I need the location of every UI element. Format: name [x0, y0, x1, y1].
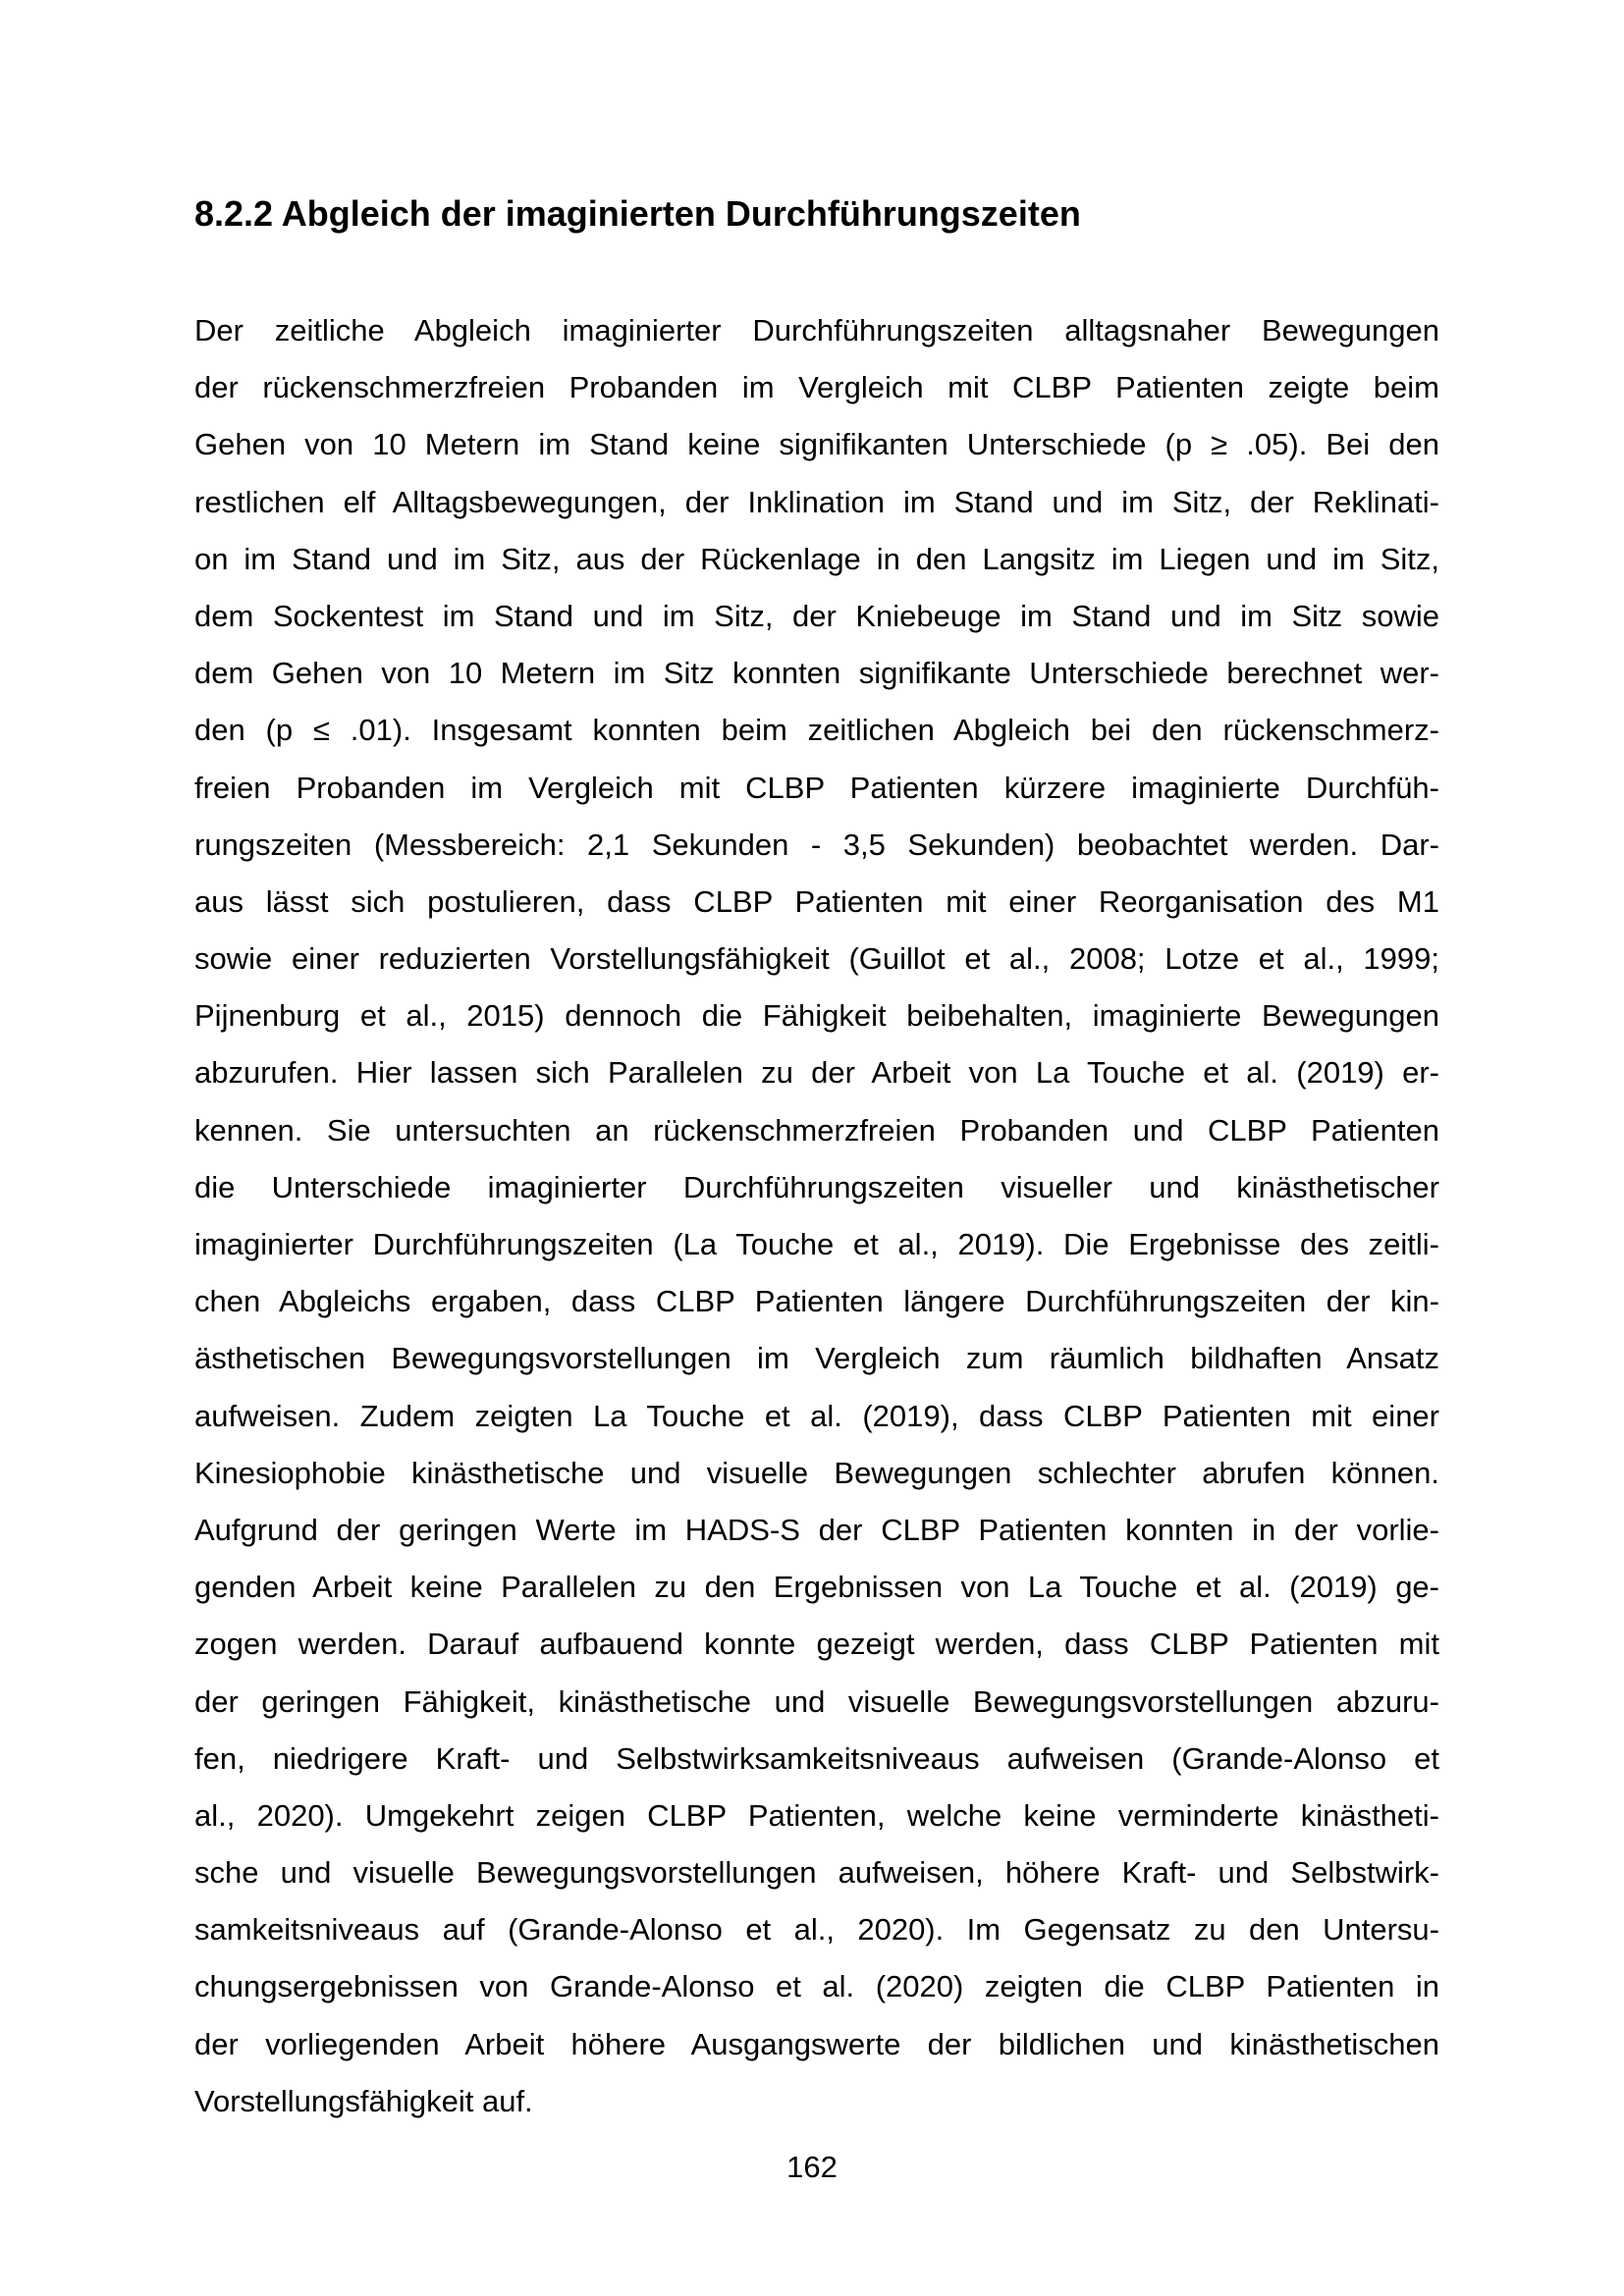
paragraph-line: al., 2020). Umgekehrt zeigen CLBP Patienten, welche keine verminderte kinästheti-: [194, 1797, 1439, 1833]
paragraph-line: freien Probanden im Vergleich mit CLBP Patienten kürzere imaginierte Durchfüh-: [194, 770, 1439, 805]
paragraph-line: der rückenschmerzfreien Probanden im Vergleich mit CLBP Patienten zeigte beim: [194, 370, 1439, 405]
paragraph-line: dem Gehen von 10 Metern im Sitz konnten signifikante Unterschiede berechnet wer-: [194, 656, 1439, 691]
paragraph-line: sowie einer reduzierten Vorstellungsfähigkeit (Guillot et al., 2008; Lotze et al., 1999;: [194, 941, 1439, 977]
paragraph-line: Gehen von 10 Metern im Stand keine signifikanten Unterschiede (p ≥ .05). Bei den: [194, 427, 1439, 462]
paragraph-line: restlichen elf Alltagsbewegungen, der Inklination im Stand und im Sitz, der Reklinati-: [194, 484, 1439, 519]
paragraph-line: fen, niedrigere Kraft- und Selbstwirksamkeitsniveaus aufweisen (Grande-Alonso et: [194, 1740, 1439, 1776]
paragraph-line: ästhetischen Bewegungsvorstellungen im Vergleich zum räumlich bildhaften Ansatz: [194, 1341, 1439, 1376]
paragraph-line: sche und visuelle Bewegungsvorstellungen aufweisen, höhere Kraft- und Selbstwirk-: [194, 1855, 1439, 1891]
paragraph-line: rungszeiten (Messbereich: 2,1 Sekunden - 3,5 Sekunden) beobachtet werden. Dar-: [194, 827, 1439, 862]
paragraph-line: zogen werden. Darauf aufbauend konnte gezeigt werden, dass CLBP Patienten mit: [194, 1627, 1439, 1662]
paragraph-line: kennen. Sie untersuchten an rückenschmerzfreien Probanden und CLBP Patienten: [194, 1112, 1439, 1148]
paragraph-line: Aufgrund der geringen Werte im HADS-S der CLBP Patienten konnten in der vorlie-: [194, 1512, 1439, 1547]
paragraph-line: chungsergebnissen von Grande-Alonso et al. (2020) zeigten die CLBP Patienten in: [194, 1969, 1439, 2004]
page-number: 162: [786, 2150, 838, 2184]
section-heading: 8.2.2 Abgleich der imaginierten Durchführungszeiten: [194, 193, 1081, 234]
paragraph-line: aus lässt sich postulieren, dass CLBP Patienten mit einer Reorganisation des M1: [194, 883, 1439, 919]
paragraph-line: on im Stand und im Sitz, aus der Rückenlage in den Langsitz im Liegen und im Sitz,: [194, 541, 1439, 576]
paragraph-line: aufweisen. Zudem zeigten La Touche et al. (2019), dass CLBP Patienten mit einer: [194, 1398, 1439, 1433]
paragraph-line: Vorstellungsfähigkeit auf.: [194, 2083, 533, 2118]
paragraph-line: den (p ≤ .01). Insgesamt konnten beim zeitlichen Abgleich bei den rückenschmerz-: [194, 713, 1439, 748]
paragraph-line: Kinesiophobie kinästhetische und visuelle Bewegungen schlechter abrufen können.: [194, 1455, 1439, 1490]
body-paragraph: [194, 302, 1439, 2130]
paragraph-line: der vorliegenden Arbeit höhere Ausgangswerte der bildlichen und kinästhetischen: [194, 2026, 1439, 2061]
paragraph-line: dem Sockentest im Stand und im Sitz, der Kniebeuge im Stand und im Sitz sowie: [194, 598, 1439, 633]
paragraph-line: Der zeitliche Abgleich imaginierter Durchführungszeiten alltagsnaher Bewegungen: [194, 313, 1439, 347]
paragraph-line: imaginierter Durchführungszeiten (La Touche et al., 2019). Die Ergebnisse des zeitli-: [194, 1227, 1439, 1261]
paragraph-line: samkeitsniveaus auf (Grande-Alonso et al., 2020). Im Gegensatz zu den Untersu-: [194, 1912, 1439, 1948]
paragraph-line: Pijnenburg et al., 2015) dennoch die Fähigkeit beibehalten, imaginierte Bewegungen: [194, 998, 1439, 1034]
paragraph-line: der geringen Fähigkeit, kinästhetische und visuelle Bewegungsvorstellungen abzuru-: [194, 1683, 1439, 1719]
paragraph-line: die Unterschiede imaginierter Durchführungszeiten visueller und kinästhetischer: [194, 1169, 1439, 1204]
paragraph-line: abzurufen. Hier lassen sich Parallelen zu der Arbeit von La Touche et al. (2019) er-: [194, 1055, 1439, 1091]
paragraph-line: genden Arbeit keine Parallelen zu den Ergebnissen von La Touche et al. (2019) ge-: [194, 1570, 1439, 1605]
paragraph-line: chen Abgleichs ergaben, dass CLBP Patienten längere Durchführungszeiten der kin-: [194, 1284, 1439, 1319]
